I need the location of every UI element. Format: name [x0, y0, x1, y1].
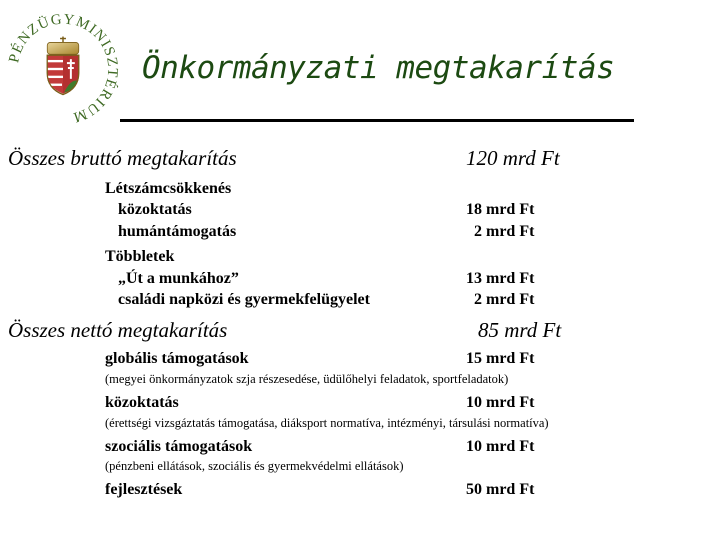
- item-label: „Út a munkához”: [118, 270, 239, 287]
- item-value: 15 mrd Ft: [466, 350, 535, 367]
- item-label: humántámogatás: [118, 223, 237, 240]
- item-label: közoktatás: [105, 394, 179, 411]
- item-label: családi napközi és gyermekfelügyelet: [118, 291, 370, 308]
- gross-total-label: Összes bruttó megtakarítás: [8, 146, 237, 170]
- item-value: 13 mrd Ft: [466, 270, 535, 287]
- item-value: 50 mrd Ft: [466, 481, 535, 498]
- item-value: 10 mrd Ft: [466, 394, 535, 411]
- ministry-seal-logo: [4, 10, 122, 128]
- gross-total-value: 120 mrd Ft: [466, 146, 560, 170]
- item-value: 10 mrd Ft: [466, 438, 535, 455]
- group-label-surplus: Többletek: [105, 248, 175, 265]
- group-label-headcount: Létszámcsökkenés: [105, 180, 232, 197]
- item-note: (érettségi vizsgáztatás támogatása, diáksport normatíva, intézményi, társulási normatíva): [105, 416, 549, 430]
- item-label: globális támogatások: [105, 350, 249, 367]
- item-note: (megyei önkormányzatok szja részesedése, üdülőhelyi feladatok, sportfeladatok): [105, 372, 509, 386]
- item-note: (pénzbeni ellátások, szociális és gyermekvédelmi ellátások): [105, 459, 404, 473]
- coat-of-arms-icon: [47, 37, 78, 95]
- net-total-value: 85 mrd Ft: [478, 318, 562, 342]
- item-label: fejlesztések: [105, 481, 183, 498]
- item-value: 2 mrd Ft: [474, 223, 535, 240]
- net-total-label: Összes nettó megtakarítás: [8, 318, 228, 342]
- svg-text:PÉNZÜGYMINISZTÉRIUM: PÉNZÜGYMINISZTÉRIUM: [6, 11, 121, 126]
- item-label: szociális támogatások: [105, 438, 253, 455]
- title-underline: [120, 119, 634, 122]
- item-label: közoktatás: [118, 201, 192, 218]
- item-value: 2 mrd Ft: [474, 291, 535, 308]
- item-value: 18 mrd Ft: [466, 201, 535, 218]
- page-title: Önkormányzati megtakarítás: [142, 50, 615, 86]
